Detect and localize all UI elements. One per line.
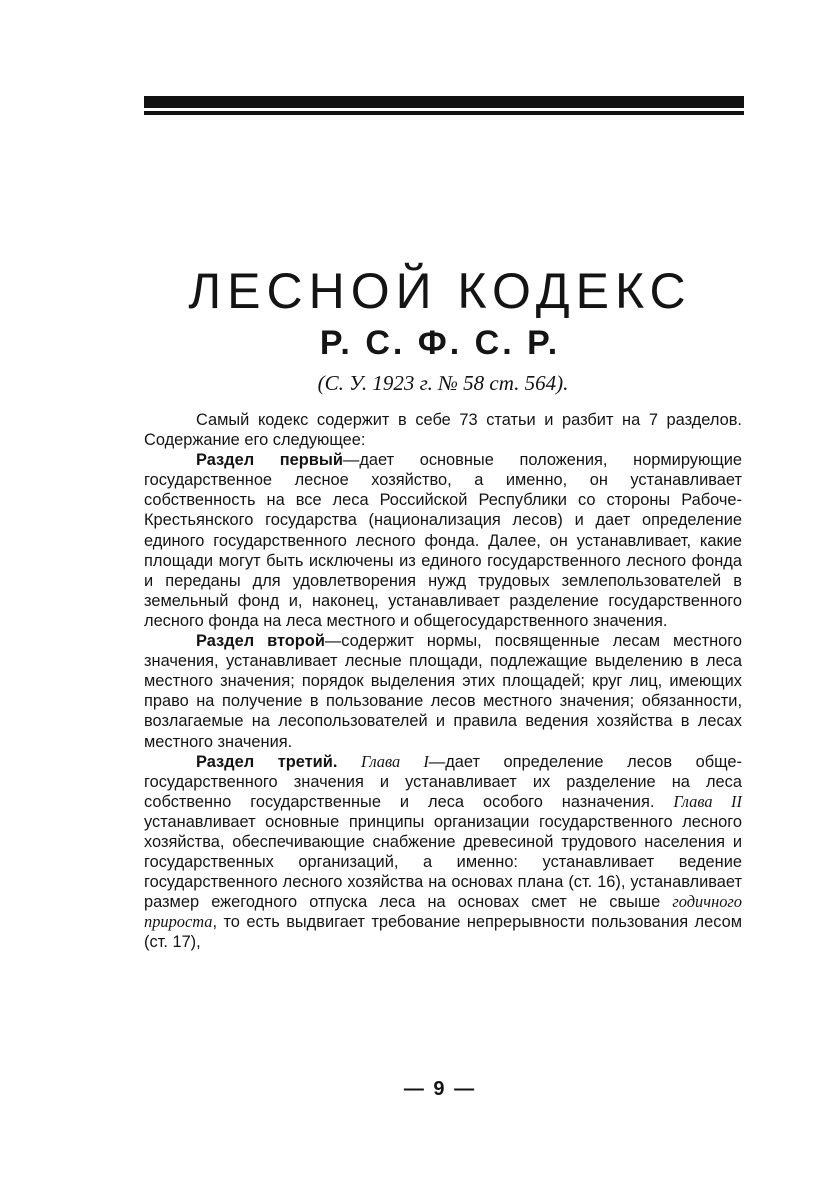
page-number: — 9 — bbox=[403, 1078, 477, 1100]
section-two-paragraph bbox=[144, 631, 742, 752]
section-one-text: —дает основные положения, нормирующие государственное лесное хозяйство, а именно, он устанавливает собственность на все леса Российской Республики со стороны Рабоче-Крестьянского государства (национализация лесов) и дает определение единого государственного лесного фонда. Далее, он устанавливает, какие площади могут быть исключены из единого государственного лесного фонда и переданы для удовлетворения нужд трудовых землепользователей в земельный фонд и, наконец, устанавливает разделение государственного лесного фонда на леса местного и общегосударственного значения. bbox=[144, 451, 742, 630]
section-two-heading: Раздел второй bbox=[196, 632, 325, 651]
section-one-heading: Раздел первый bbox=[196, 451, 343, 470]
page-title: ЛЕСНОЙ КОДЕКС bbox=[188, 263, 692, 319]
body-text bbox=[144, 410, 742, 953]
section-one-paragraph bbox=[144, 450, 742, 631]
section-two-text: —содержит нормы, посвященные лесам местного значения, устанавливает лесные площади, подлежащие выделению в леса местного значения; порядок выделения этих площадей; круг лиц, имеющих право на получение в пользование лесов местного значения; обязанности, возлагаемые на лесопользователей и правила ведения хозяйства в лесах местного значения. bbox=[144, 632, 742, 751]
chapter-two-text-a: устанавливает основные принципы организации государственного лесного хозяйства, обеспечивающие снабжение древесиной трудового населения и государственных организаций, а именно: устанавливает ведение государственного лесного хозяйства на основах плана (ст. 16), устанавливает размер ежегодного отпуска леса на основах смет не свыше bbox=[144, 812, 742, 912]
emphasis-annual-growth: годичного прироста bbox=[144, 892, 742, 932]
legal-citation: (С. У. 1923 г. № 58 ст. 564). bbox=[317, 371, 569, 395]
top-decorative-rule bbox=[144, 96, 744, 108]
chapter-one-text: —дает определение лесов обще-государственного значения и устанавливает их разделение на леса собственно государственные и леса особого назначения. bbox=[144, 752, 743, 811]
section-three-paragraph bbox=[144, 752, 742, 953]
chapter-two-label: Глава II bbox=[673, 791, 742, 811]
intro-paragraph: Самый кодекс содержит в себе 73 статьи и разбит на 7 разделов. Содержание его следующее: bbox=[144, 411, 742, 450]
page-subtitle: Р. С. Ф. С. Р. bbox=[319, 324, 561, 362]
chapter-two-text-b: , то есть выдвигает требование непрерывности пользования лесом (ст. 17), bbox=[144, 913, 742, 952]
section-three-heading: Раздел третий. bbox=[196, 752, 338, 771]
top-decorative-rule-thin bbox=[144, 111, 744, 115]
chapter-one-label: Глава I bbox=[361, 751, 429, 771]
